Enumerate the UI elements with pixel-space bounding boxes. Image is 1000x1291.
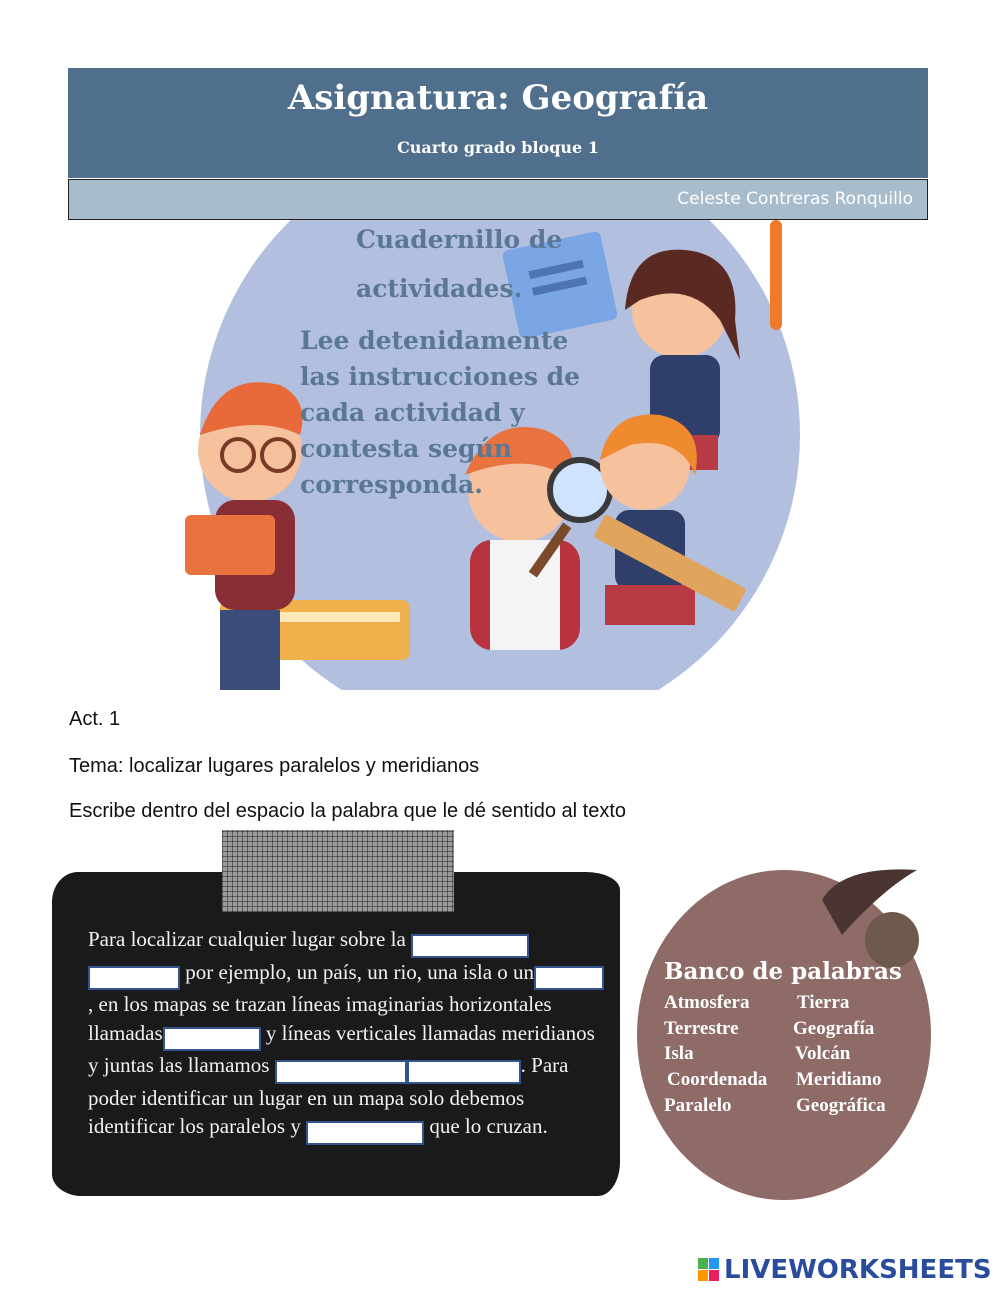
activity-instruction: Escribe dentro del espacio la palabra que le dé sentido al texto [69,800,627,822]
word-bank-item: Geografía [793,1018,875,1039]
answer-blank-1[interactable] [411,934,529,958]
word-bank-item: Terrestre [664,1018,739,1039]
word-bank-item: Isla [664,1043,694,1064]
word-bank-item: Coordenada [667,1069,768,1090]
activity-topic: Tema: localizar lugares paralelos y meridianos [69,755,480,777]
passage-segment: Para localizar cualquier lugar sobre la [88,927,406,951]
author-name: Celeste Contreras Ronquillo [677,189,913,209]
cover-heading-line1: Cuadernillo de [356,225,563,254]
cover-instruction-2: las instrucciones de [300,362,580,391]
answer-blank-6[interactable] [407,1060,521,1084]
word-bank-item: Paralelo [664,1095,732,1116]
cover-instruction-5: corresponda. [300,470,483,499]
header-band [68,68,928,178]
cover-instruction-3: cada actividad y [300,398,525,427]
page-subtitle: Cuarto grado bloque 1 [397,138,599,157]
passage-segment: que lo cruzan. [429,1114,548,1139]
word-bank-item: Geográfica [796,1095,886,1116]
answer-blank-5[interactable] [275,1060,407,1084]
author-bar [68,179,928,220]
cover-heading-line2: actividades. [356,274,523,303]
word-bank-title: Banco de palabras [664,958,902,985]
cover-instruction-1: Lee detenidamente [300,326,569,355]
word-bank-item: Tierra [797,992,850,1013]
answer-blank-7[interactable] [306,1121,424,1145]
leaf-decoration-icon [812,860,922,970]
brand-name[interactable]: LIVEWORKSHEETS [724,1255,992,1285]
passage-segment: , en los mapas se trazan líneas imaginarias horizontales llamadas [88,992,552,1045]
answer-blank-2[interactable] [88,966,180,990]
activity-label: Act. 1 [69,708,121,730]
tape-decoration [222,830,454,912]
word-bank-item: Volcán [795,1043,851,1064]
passage-segment: y líneas verticales llamadas meridianos y juntas las llamamos [88,1020,595,1078]
word-bank-item: Meridiano [796,1069,882,1090]
cover-illustration [160,220,820,690]
passage-segment: . Para poder identificar un lugar en un mapa solo debemos identificar los paralelos y [88,1053,569,1139]
answer-blank-3[interactable] [534,966,604,990]
answer-blank-4[interactable] [163,1027,261,1051]
cover-instruction-4: contesta según [300,434,512,463]
passage-segment: por ejemplo, un país, un rio, una isla o un [185,959,535,984]
liveworksheets-logo-icon [698,1258,720,1282]
fill-in-passage [88,925,608,1145]
page-title: Asignatura: Geografía [287,78,709,118]
word-bank-item: Atmosfera [664,992,750,1013]
